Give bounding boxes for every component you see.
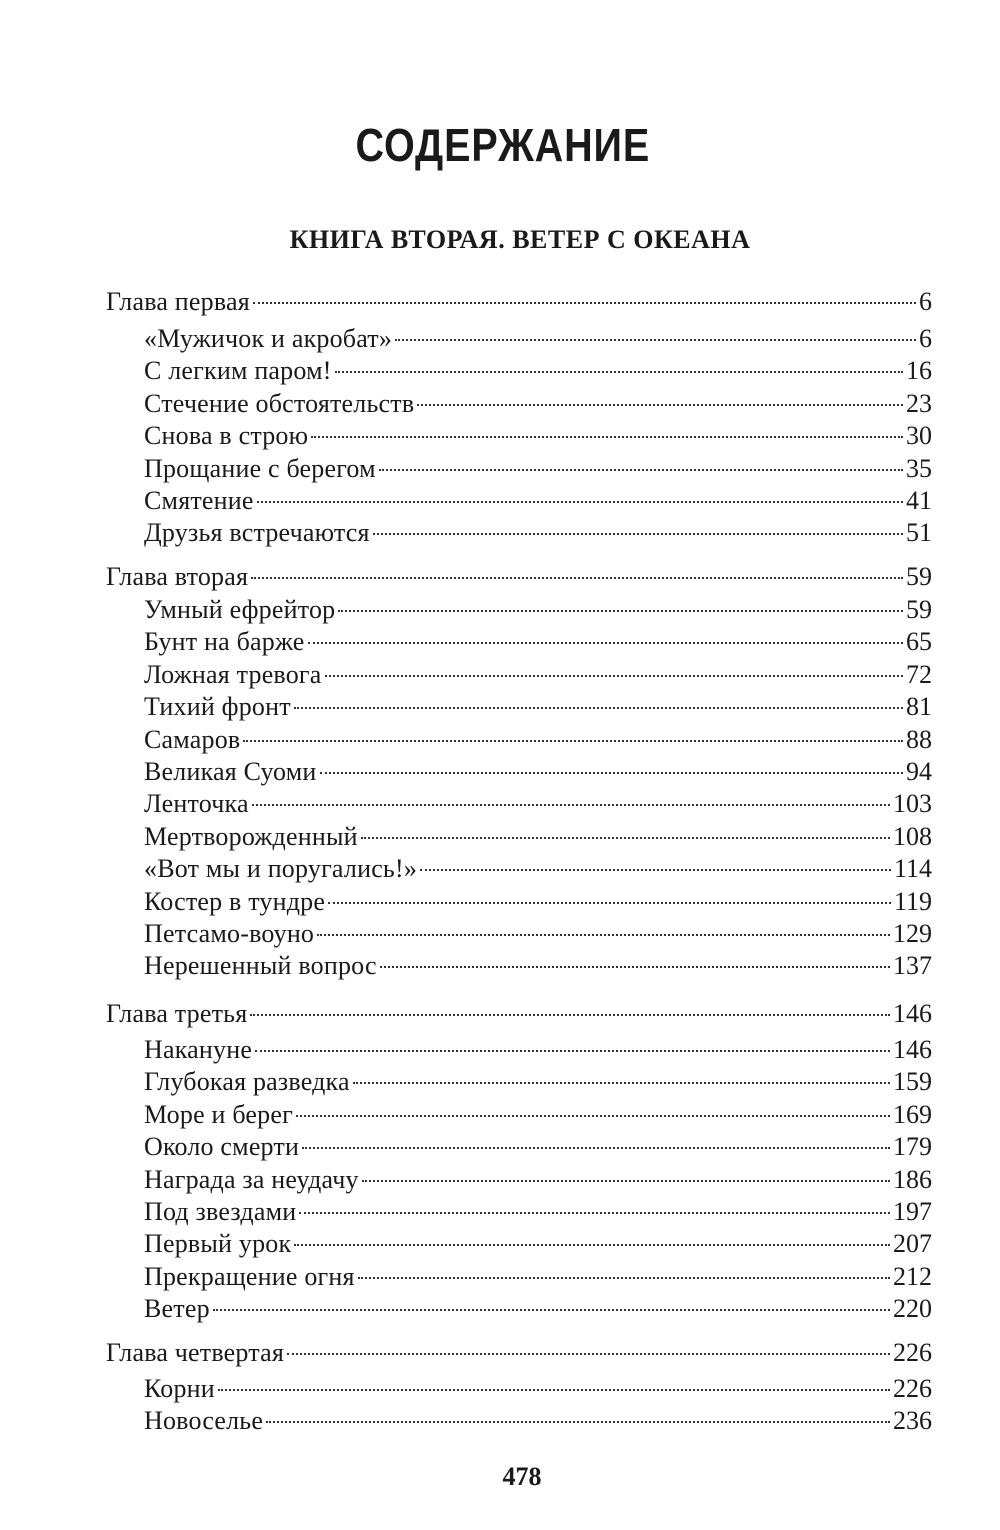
section-title: Под звездами bbox=[144, 1197, 297, 1226]
section-title: Самаров bbox=[144, 724, 241, 754]
section-title: Стечение обстоятельств bbox=[144, 388, 415, 418]
section-page-number: 114 bbox=[893, 854, 932, 884]
section-page-number: 212 bbox=[893, 1261, 932, 1291]
page-number: 478 bbox=[502, 1462, 542, 1491]
section-page-number: 186 bbox=[893, 1164, 932, 1194]
dot-leader bbox=[311, 435, 903, 438]
dot-leader bbox=[299, 1211, 890, 1214]
section-title: Мертворожденный bbox=[144, 821, 358, 851]
dot-leader bbox=[395, 338, 916, 341]
section-title: Смятение bbox=[144, 486, 254, 515]
section-page-number: 129 bbox=[893, 919, 932, 948]
section-title: Бунт на барже bbox=[144, 627, 305, 657]
section-title: Награда за неудачу bbox=[144, 1164, 359, 1194]
section-page-number: 220 bbox=[893, 1294, 932, 1324]
section-page-number: 226 bbox=[893, 1374, 932, 1403]
toc-entry bbox=[144, 420, 932, 452]
section-title: Первый урок bbox=[144, 1229, 292, 1259]
toc-entry bbox=[144, 918, 932, 950]
toc-entry bbox=[144, 1196, 932, 1228]
toc-entry bbox=[144, 788, 932, 820]
toc-entry bbox=[144, 1099, 932, 1131]
book-title: КНИГА ВТОРАЯ. ВЕТЕР С ОКЕАНА bbox=[289, 225, 751, 254]
chapter-title: Глава вторая bbox=[106, 562, 249, 591]
dot-leader bbox=[380, 965, 890, 968]
section-title: Ложная тревога bbox=[144, 659, 322, 689]
dot-leader bbox=[218, 1388, 890, 1391]
toc-entry bbox=[144, 691, 932, 723]
section-page-number: 137 bbox=[893, 951, 932, 981]
section-page-number: 119 bbox=[893, 886, 932, 916]
section-page-number: 41 bbox=[906, 486, 932, 515]
section-title: Ленточка bbox=[144, 789, 249, 819]
toc-entry bbox=[144, 950, 932, 982]
section-page-number: 88 bbox=[906, 724, 932, 754]
dot-leader bbox=[294, 1243, 890, 1246]
section-title: Умный ефрейтор bbox=[144, 595, 336, 624]
toc-entry bbox=[144, 1293, 932, 1325]
section-title: Глубокая разведка bbox=[144, 1067, 350, 1097]
section-page-number: 94 bbox=[906, 757, 932, 786]
chapter-title: Глава третья bbox=[106, 999, 248, 1028]
dot-leader bbox=[362, 1179, 890, 1182]
section-page-number: 197 bbox=[893, 1197, 932, 1226]
section-page-number: 65 bbox=[906, 627, 932, 657]
dot-leader bbox=[255, 1049, 890, 1052]
toc-chapter-3 bbox=[106, 998, 932, 1030]
dot-leader bbox=[420, 868, 891, 871]
dot-leader bbox=[379, 468, 903, 471]
toc-entry bbox=[144, 821, 932, 853]
section-page-number: 179 bbox=[893, 1132, 932, 1162]
section-page-number: 6 bbox=[919, 324, 932, 353]
dot-leader bbox=[338, 609, 903, 612]
toc-entry bbox=[144, 853, 932, 885]
toc-entry bbox=[144, 1228, 932, 1260]
dot-leader bbox=[417, 403, 903, 406]
dot-leader bbox=[353, 1081, 890, 1084]
toc-entry bbox=[144, 1066, 932, 1098]
toc-entry bbox=[144, 724, 932, 756]
chapter-title: Глава четвертая bbox=[106, 1338, 285, 1367]
dot-leader bbox=[358, 1276, 890, 1279]
toc-entry bbox=[144, 659, 932, 691]
section-title: Корни bbox=[144, 1374, 215, 1403]
dot-leader bbox=[287, 1352, 890, 1355]
section-page-number: 16 bbox=[906, 356, 932, 386]
dot-leader bbox=[296, 1114, 890, 1117]
dot-leader bbox=[253, 301, 916, 304]
dot-leader bbox=[328, 901, 891, 904]
section-title: Накануне bbox=[144, 1035, 253, 1064]
toc-entry bbox=[144, 517, 932, 549]
section-title: Нерешенный вопрос bbox=[144, 951, 377, 981]
section-title: Друзья встречаются bbox=[144, 518, 370, 548]
section-page-number: 108 bbox=[893, 821, 932, 851]
section-page-number: 59 bbox=[906, 595, 932, 624]
toc-entry bbox=[144, 626, 932, 658]
toc-entry bbox=[144, 1405, 932, 1437]
toc-entry bbox=[144, 594, 932, 626]
toc-entry bbox=[144, 1034, 932, 1066]
chapter-page-number: 146 bbox=[893, 999, 932, 1028]
section-title: Костер в тундре bbox=[144, 886, 326, 916]
section-page-number: 159 bbox=[893, 1067, 932, 1097]
section-page-number: 72 bbox=[906, 659, 932, 689]
toc-entry bbox=[144, 388, 932, 420]
toc-entry bbox=[144, 1164, 932, 1196]
dot-leader bbox=[317, 933, 890, 936]
section-title: Около смерти bbox=[144, 1132, 300, 1162]
section-page-number: 81 bbox=[906, 692, 932, 722]
section-title: Прекращение огня bbox=[144, 1261, 355, 1291]
dot-leader bbox=[302, 1146, 890, 1149]
section-page-number: 30 bbox=[906, 421, 932, 451]
dot-leader bbox=[257, 500, 903, 503]
section-page-number: 51 bbox=[906, 518, 932, 548]
dot-leader bbox=[294, 706, 903, 709]
section-page-number: 146 bbox=[893, 1035, 932, 1064]
section-page-number: 236 bbox=[893, 1406, 932, 1436]
dot-leader bbox=[243, 739, 903, 742]
chapter-page-number: 6 bbox=[919, 287, 932, 316]
section-title: С легким паром! bbox=[144, 356, 332, 386]
section-page-number: 103 bbox=[893, 789, 932, 819]
chapter-title: Глава первая bbox=[106, 287, 250, 316]
toc-entry bbox=[144, 453, 932, 485]
toc-chapter-1 bbox=[106, 286, 932, 318]
section-title: Тихий фронт bbox=[144, 692, 291, 722]
section-page-number: 169 bbox=[893, 1099, 932, 1129]
section-page-number: 35 bbox=[906, 453, 932, 483]
dot-leader bbox=[251, 576, 903, 579]
toc-entry bbox=[144, 1131, 932, 1163]
dot-leader bbox=[361, 836, 890, 839]
dot-leader bbox=[308, 641, 903, 644]
dot-leader bbox=[373, 532, 903, 535]
section-page-number: 23 bbox=[906, 388, 932, 418]
chapter-page-number: 226 bbox=[893, 1338, 932, 1367]
toc-entry bbox=[144, 1373, 932, 1405]
section-title: Море и берег bbox=[144, 1099, 293, 1129]
section-title: «Мужичок и акробат» bbox=[144, 324, 393, 353]
toc-chapter-2 bbox=[106, 561, 932, 593]
toc-entry bbox=[144, 485, 932, 517]
dot-leader bbox=[250, 1013, 890, 1016]
section-title: Прощание с берегом bbox=[144, 453, 376, 483]
dot-leader bbox=[325, 674, 903, 677]
chapter-page-number: 59 bbox=[906, 562, 932, 591]
dot-leader bbox=[266, 1420, 890, 1423]
page-title: СОДЕРЖАНИЕ bbox=[355, 119, 651, 171]
section-title: Новоселье bbox=[144, 1406, 264, 1436]
dot-leader bbox=[252, 803, 890, 806]
toc-entry bbox=[144, 323, 932, 355]
section-page-number: 207 bbox=[893, 1229, 932, 1259]
toc-chapter-4 bbox=[106, 1337, 932, 1369]
section-title: Ветер bbox=[144, 1294, 210, 1324]
dot-leader bbox=[335, 370, 903, 373]
toc-entry bbox=[144, 756, 932, 788]
section-title: Петсамо-воуно bbox=[144, 919, 315, 948]
toc-entry bbox=[144, 1261, 932, 1293]
section-title: Снова в строю bbox=[144, 421, 309, 451]
dot-leader bbox=[213, 1308, 890, 1311]
section-title: «Вот мы и поругались!» bbox=[144, 854, 418, 884]
dot-leader bbox=[320, 771, 903, 774]
section-title: Великая Суоми bbox=[144, 757, 317, 786]
toc-entry bbox=[144, 355, 932, 387]
toc-entry bbox=[144, 886, 932, 918]
